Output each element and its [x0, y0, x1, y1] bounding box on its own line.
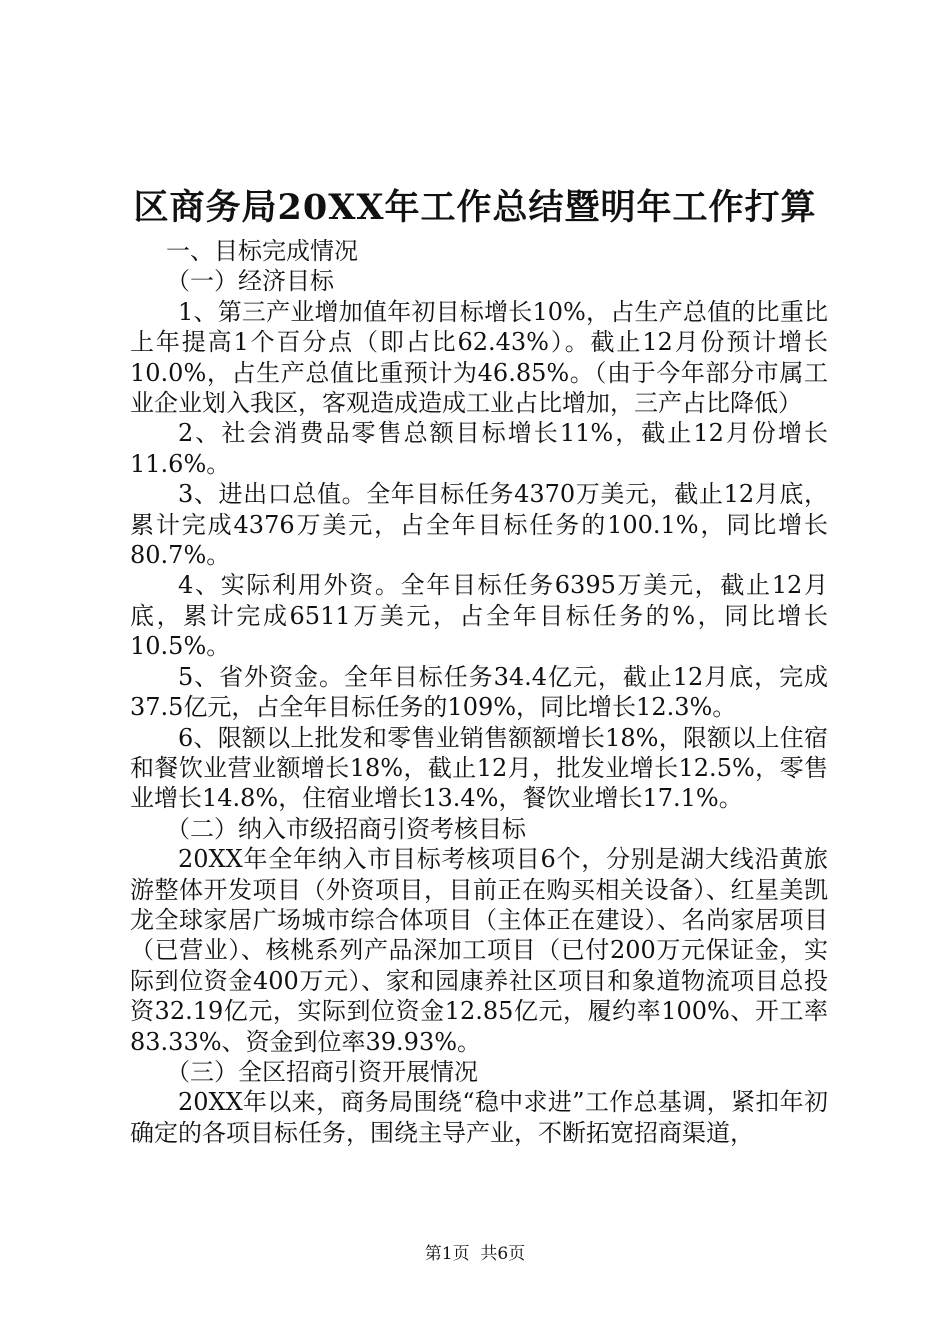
subsection-heading: （三）全区招商引资开展情况 — [166, 1057, 478, 1086]
paragraph: 1、第三产业增加值年初目标增长10%，占生产总值的比重比上年提高1个百分点（即占比62.43%）。截止12月份预计增长10.0%，占生产总值比重预计为46.85%。（由于今年部分市属工业企业划入我区，客观造成造成工业占比增加，三产占比降低） — [130, 297, 828, 418]
page-footer — [0, 1243, 950, 1265]
paragraph: 2、社会消费品零售总额目标增长11%，截止12月份增长11.6%。 — [130, 419, 828, 478]
subsection-heading: （一）经济目标 — [166, 267, 334, 296]
paragraph: 4、实际利用外资。全年目标任务6395万美元，截止12月底，累计完成6511万美元，占全年目标任务的%，同比增长10.5%。 — [130, 571, 828, 661]
paragraph: 6、限额以上批发和零售业销售额额增长18%，限额以上住宿和餐饮业营业额增长18%，截止12月，批发业增长12.5%，零售业增长14.8%，住宿业增长13.4%，餐饮业增长17.1%。 — [130, 723, 828, 813]
section-heading: 一、目标完成情况 — [166, 237, 358, 265]
paragraph: 5、省外资金。全年目标任务34.4亿元，截止12月底，完成37.5亿元，占全年目标任务的109%，同比增长12.3%。 — [130, 662, 828, 722]
document-title: 区商务局20XX年工作总结暨明年工作打算 — [133, 187, 817, 228]
paragraph: 20XX年以来，商务局围绕“稳中求进”工作总基调，紧扣年初确定的各项目标任务，围绕主导产业，不断拓宽招商渠道， — [130, 1088, 828, 1147]
subsection-heading: （二）纳入市级招商引资考核目标 — [166, 814, 526, 843]
paragraph: 3、进出口总值。全年目标任务4370万美元，截止12月底，累计完成4376万美元，占全年目标任务的100.1%，同比增长80.7%。 — [130, 480, 828, 570]
document-body — [130, 236, 828, 1148]
page-number: 第1页 共6页 — [424, 1244, 526, 1264]
paragraph: 20XX年全年纳入市目标考核项目6个，分别是湖大线沿黄旅游整体开发项目（外资项目，目前正在购买相关设备）、红星美凯龙全球家居广场城市综合体项目（主体正在建设）、名尚家居项目（已营业）、核桃系列产品深加工项目（已付200万元保证金，实际到位资金400万元）、家和园康养社区项目和象道物流项目总投资32.19亿元，实际到位资金12.85亿元，履约率100%、开工率83.33%、资金到位率39.93%。 — [130, 845, 828, 1056]
